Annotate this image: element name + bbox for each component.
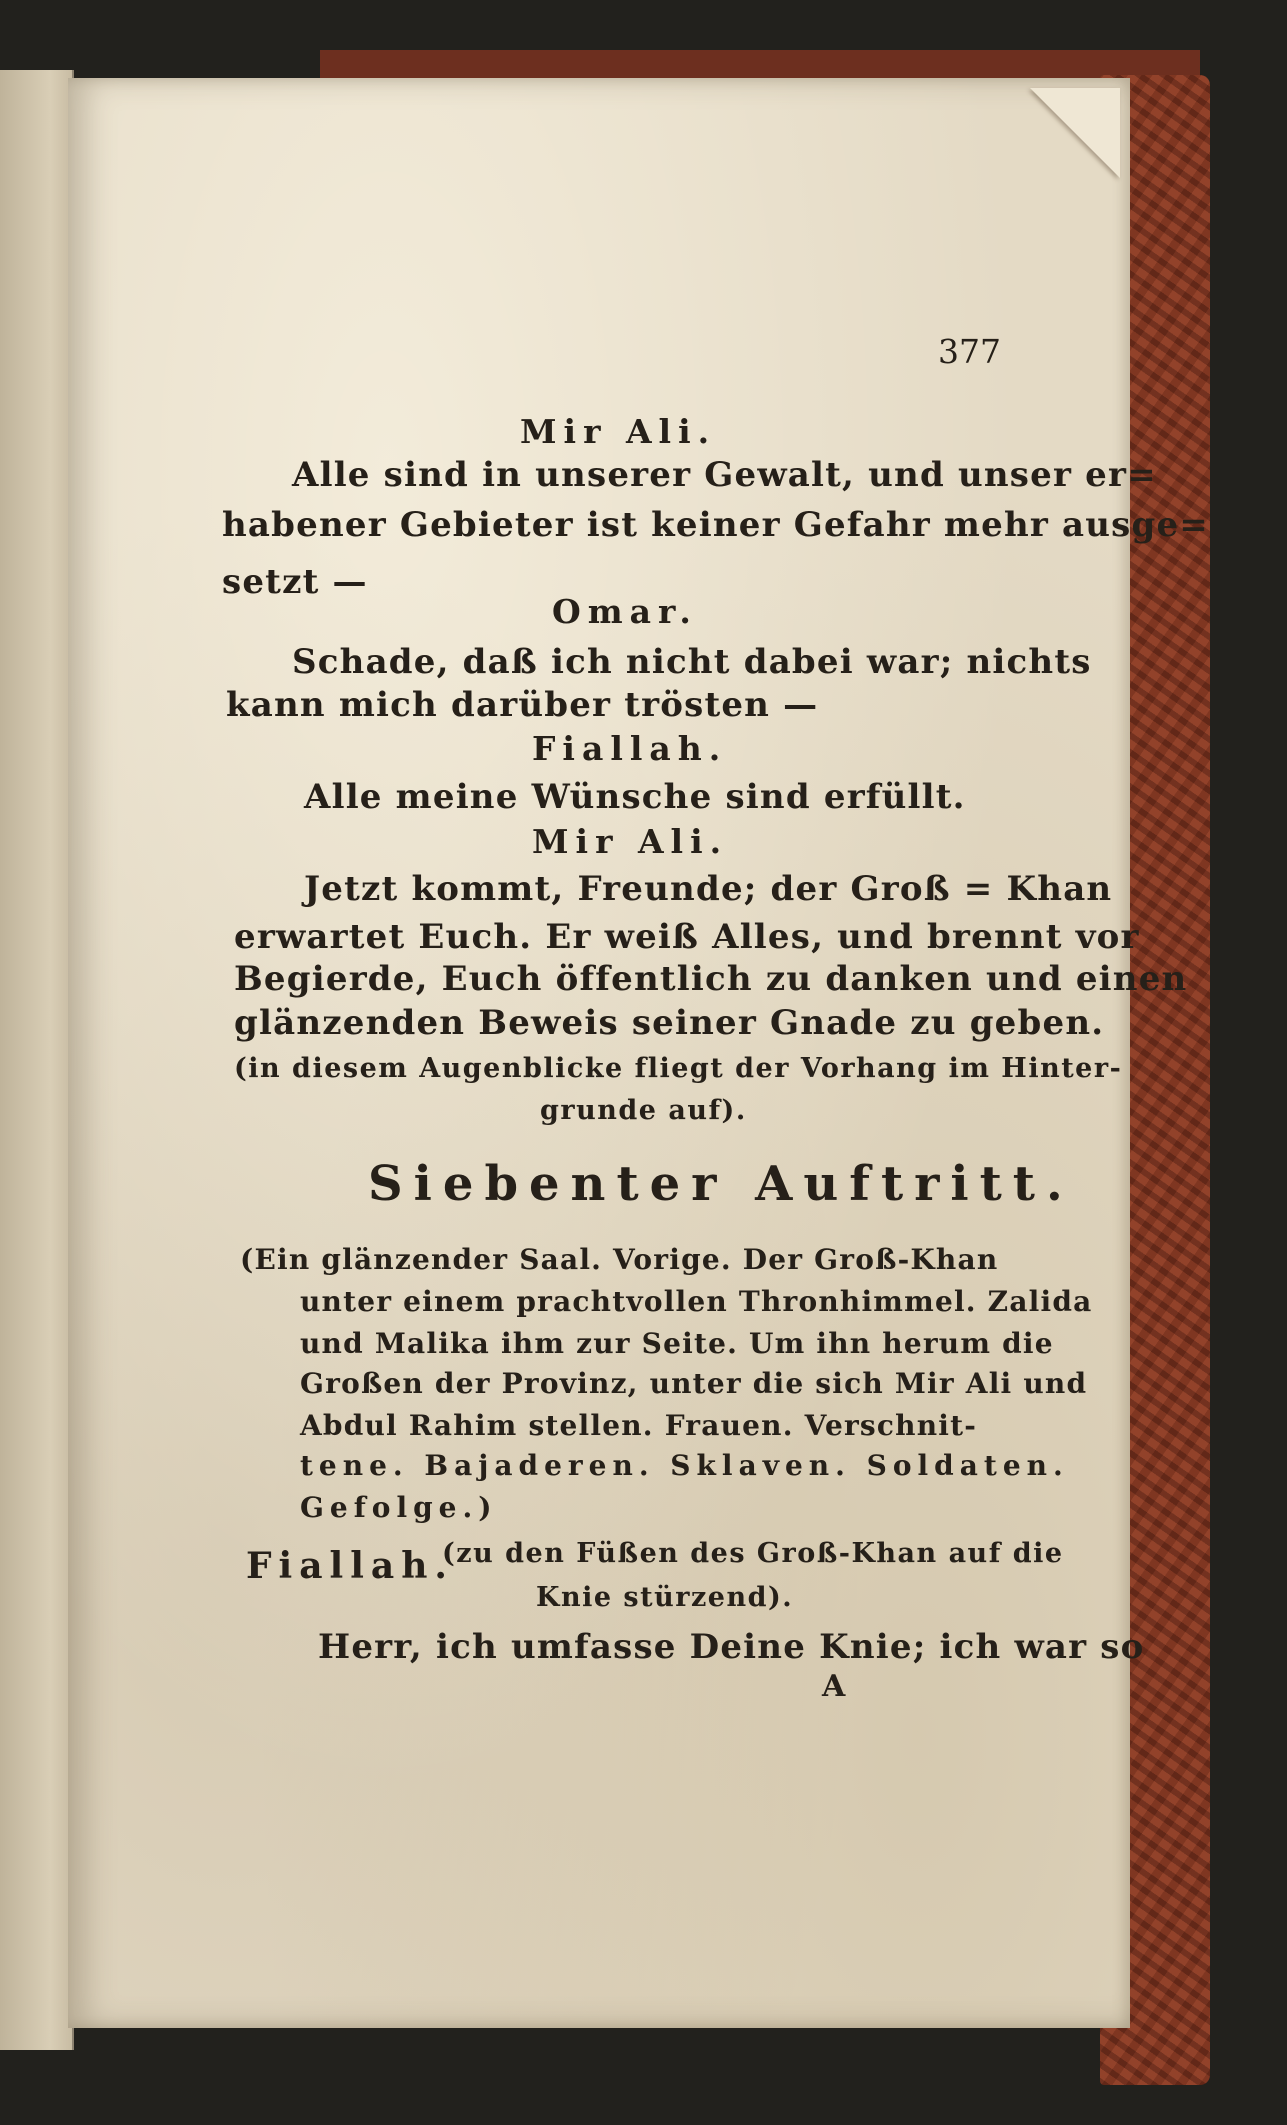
speaker-name: Mir Ali. xyxy=(532,822,729,861)
speech-line: Schade, daß ich nicht dabei war; nichts xyxy=(292,642,1092,682)
stage-direction: (zu den Füßen des Groß-Khan auf die xyxy=(442,1538,1064,1569)
speaker-name: Fiallah. xyxy=(246,1545,454,1587)
speaker-name: Omar. xyxy=(552,592,698,631)
speech-line: glänzenden Beweis seiner Gnade zu geben. xyxy=(234,1003,1105,1043)
speech-line: erwartet Euch. Er weiß Alles, und brennt vor xyxy=(234,917,1140,957)
page-number: 377 xyxy=(938,332,1001,371)
signature-mark: A xyxy=(822,1669,846,1704)
stage-direction: (Ein glänzender Saal. Vorige. Der Groß-Khan xyxy=(240,1243,999,1276)
speaker-name: Fiallah. xyxy=(532,729,728,768)
stage-direction: und Malika ihm zur Seite. Um ihn herum die xyxy=(300,1327,1054,1360)
stage-direction: Großen der Provinz, unter die sich Mir Ali und xyxy=(300,1367,1088,1400)
speaker-name: Mir Ali. xyxy=(520,412,717,451)
stage-direction: tene. Bajaderen. Sklaven. Soldaten. xyxy=(300,1449,1069,1482)
speech-line: habener Gebieter ist keiner Gefahr mehr ausge= xyxy=(222,505,1209,545)
stage-direction: Knie stürzend). xyxy=(536,1582,794,1613)
speech-line: Herr, ich umfasse Deine Knie; ich war so xyxy=(318,1627,1145,1667)
scene-heading: Siebenter Auftritt. xyxy=(368,1156,1074,1212)
speech-line: kann mich darüber trösten — xyxy=(226,685,819,725)
left-page-edge xyxy=(0,70,74,2050)
folded-page-corner xyxy=(1030,88,1120,178)
speech-line: setzt — xyxy=(222,562,368,602)
stage-direction: grunde auf). xyxy=(540,1095,747,1126)
speech-line: Alle meine Wünsche sind erfüllt. xyxy=(304,777,966,817)
speech-line: Alle sind in unserer Gewalt, und unser er= xyxy=(292,455,1157,495)
stage-direction: Abdul Rahim stellen. Frauen. Verschnit- xyxy=(300,1409,978,1442)
stage-direction: Gefolge.) xyxy=(300,1491,498,1524)
speech-line: Jetzt kommt, Freunde; der Groß = Khan xyxy=(304,869,1113,909)
stage-direction: unter einem prachtvollen Thronhimmel. Zalida xyxy=(300,1285,1093,1318)
stage-direction: (in diesem Augenblicke fliegt der Vorhang im Hinter- xyxy=(234,1053,1123,1084)
speech-line: Begierde, Euch öffentlich zu danken und einen xyxy=(234,959,1188,999)
